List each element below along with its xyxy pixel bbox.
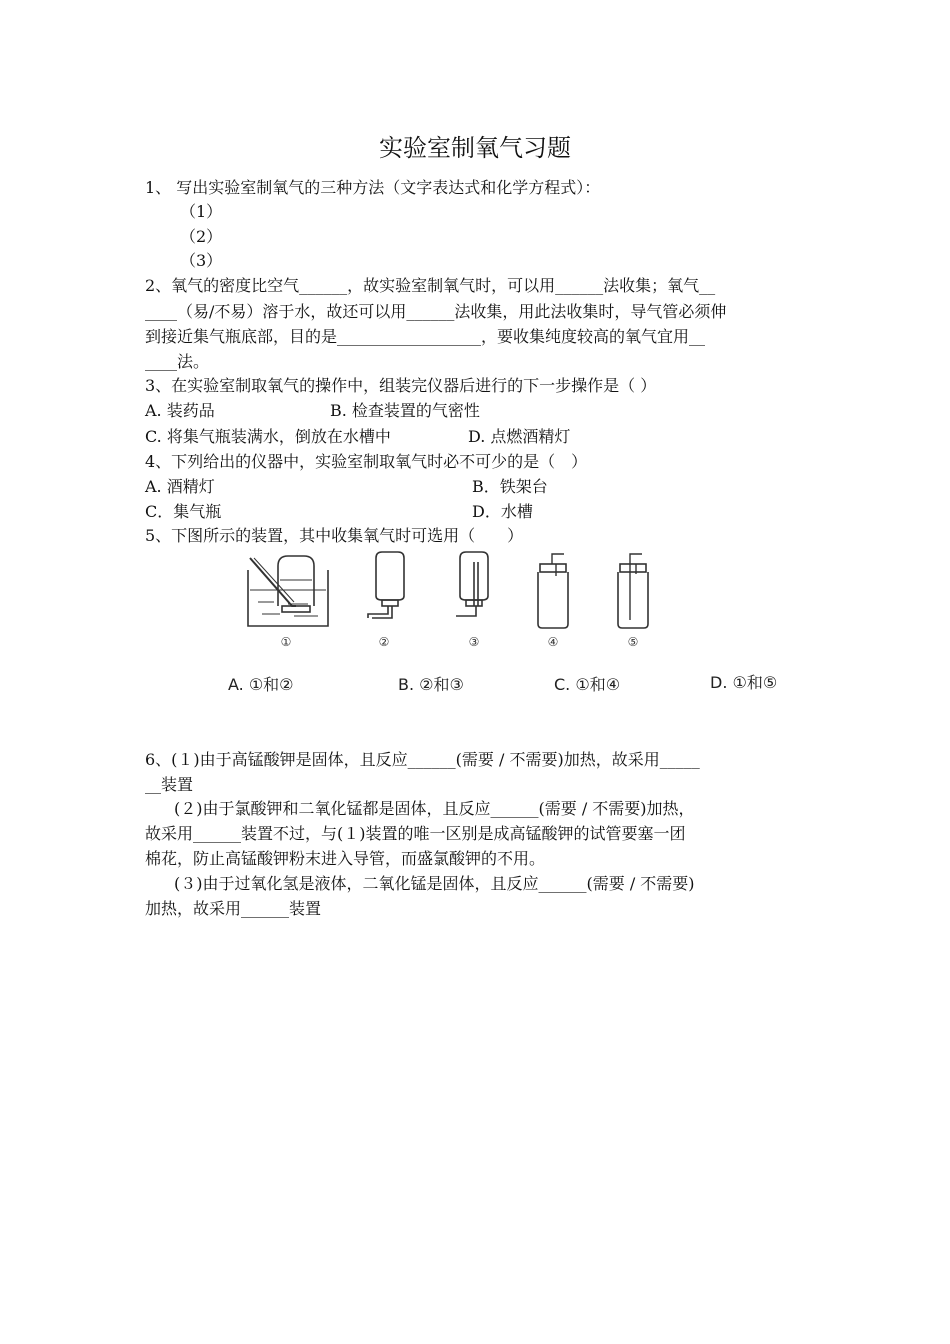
q3-option-a: A. 装药品 <box>145 401 215 420</box>
q6-p1-line-1: 6、(１)由于高锰酸钾是固体，且反应______(需要 / 不需要)加热，故采用_____ <box>145 750 700 769</box>
q2-line-4: ____法。 <box>145 352 210 371</box>
q3-option-b: B. 检查装置的气密性 <box>330 401 480 420</box>
q6-p3-line-1: (３)由于过氧化氢是液体，二氧化锰是固体，且反应______(需要 / 不需要) <box>174 874 695 893</box>
q2-line-1: 2、氧气的密度比空气______，故实验室制氧气时，可以用______法收集；氧气__ <box>145 276 716 295</box>
q2-line-3: 到接近集气瓶底部，目的是__________________，要收集纯度较高的氧气宜用__ <box>145 327 706 346</box>
q1-item-2: （2） <box>180 227 223 246</box>
device-3-inverted-bottle-long-tube <box>456 552 488 616</box>
device-number-4: ④ <box>547 635 559 649</box>
q5-option-c: C. ①和④ <box>554 675 621 694</box>
q4-option-a: A. 酒精灯 <box>145 477 215 496</box>
q1-item-1: （1） <box>180 202 223 221</box>
q5-stem: 5、下图所示的装置，其中收集氧气时可选用（ ） <box>145 526 524 545</box>
q3-option-c: C. 将集气瓶装满水，倒放在水槽中 <box>145 427 391 446</box>
device-number-3: ③ <box>468 635 480 649</box>
apparatus-diagram <box>228 550 778 725</box>
q4-option-c: C．集气瓶 <box>145 502 222 521</box>
q6-p2-line-2: 故采用______装置不过，与(１)装置的唯一区别是成高锰酸钾的试管要塞一团 <box>145 824 686 843</box>
q4-option-d: D．水槽 <box>472 502 533 521</box>
q2-line-2: ____（易/不易）溶于水，故还可以用______法收集，用此法收集时，导气管必须伸 <box>145 302 727 321</box>
device-number-5: ⑤ <box>627 635 639 649</box>
apparatus-figure <box>228 550 778 725</box>
q1-stem: 1、 写出实验室制氧气的三种方法（文字表达式和化学方程式）： <box>145 178 601 197</box>
device-number-2: ② <box>378 635 390 649</box>
q6-p2-line-3: 棉花，防止高锰酸钾粉末进入导管，而盛氯酸钾的不用。 <box>145 849 546 868</box>
q3-stem: 3、在实验室制取氧气的操作中，组装完仪器后进行的下一步操作是（ ） <box>145 376 657 395</box>
q6-p1-line-2: __装置 <box>145 775 194 794</box>
device-1-water-trough <box>248 556 328 626</box>
page-title: 实验室制氧气习题 <box>379 134 571 162</box>
q6-p3-line-2: 加热，故采用______装置 <box>145 899 322 918</box>
device-2-inverted-bottle <box>368 552 404 618</box>
q4-option-b: B．铁架台 <box>472 477 548 496</box>
device-4-upright-bottle-short-tube <box>538 554 568 628</box>
device-number-1: ① <box>280 635 292 649</box>
device-5-upright-bottle-long-tube <box>618 554 648 628</box>
q5-option-b: B. ②和③ <box>398 675 464 694</box>
q1-item-3: （3） <box>180 251 223 270</box>
q6-p2-line-1: (２)由于氯酸钾和二氧化锰都是固体，且反应______(需要 / 不需要)加热， <box>174 799 695 818</box>
q5-option-d: D. ①和⑤ <box>710 673 778 692</box>
q4-stem: 4、下列给出的仪器中，实验室制取氧气时必不可少的是（ ） <box>145 452 588 471</box>
q3-option-d: D. 点燃酒精灯 <box>468 427 571 446</box>
q5-option-a: A. ①和② <box>228 675 294 694</box>
